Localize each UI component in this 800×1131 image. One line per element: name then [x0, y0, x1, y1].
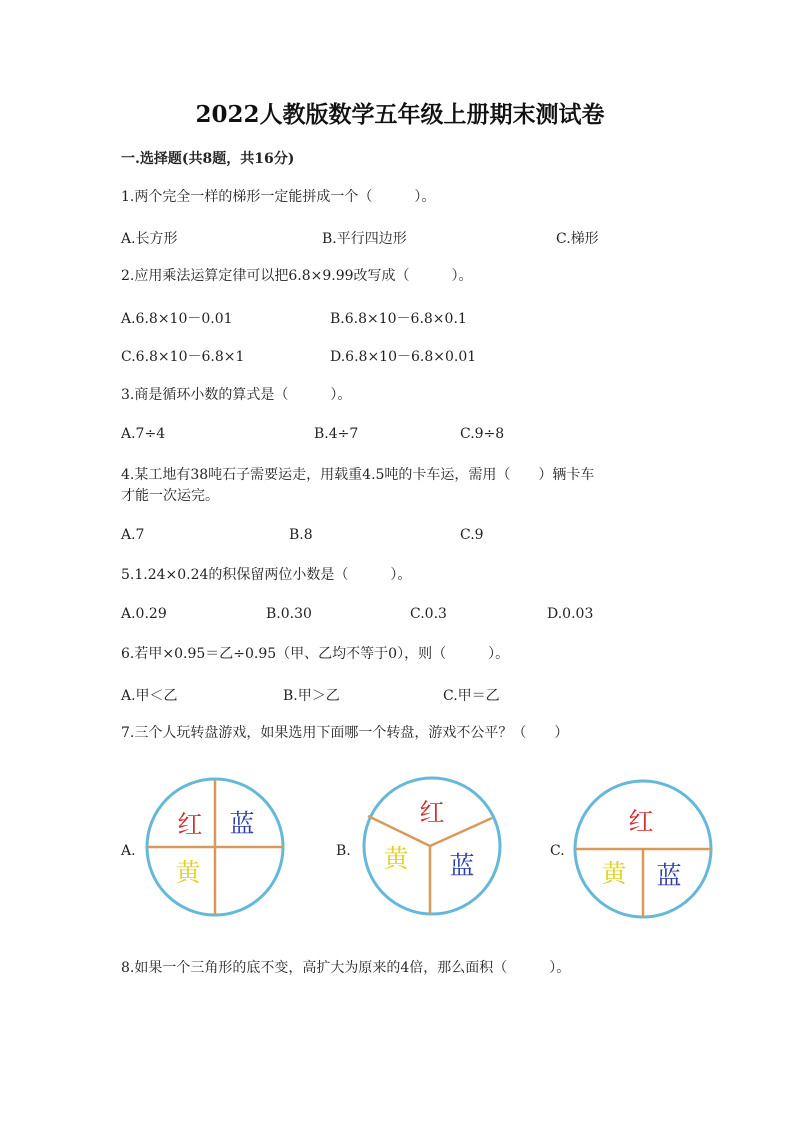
spinner-b-yellow: 黄 — [383, 844, 409, 873]
q1-option-a[interactable]: A.长方形 — [121, 231, 178, 247]
q4-option-c[interactable]: C.9 — [460, 527, 484, 543]
q5-option-d[interactable]: D.0.03 — [547, 606, 594, 622]
q2-option-a[interactable]: A.6.8×10－0.01 — [121, 311, 233, 327]
question-3: 3.商是循环小数的算式是（ ）。 — [121, 387, 352, 403]
spinner-a-blue: 蓝 — [229, 809, 255, 838]
wheel-c-label[interactable]: C. — [550, 843, 565, 859]
q2-option-b[interactable]: B.6.8×10－6.8×0.1 — [330, 311, 467, 327]
section-heading: 一.选择题(共8题，共16分) — [121, 151, 295, 167]
q1-option-b[interactable]: B.平行四边形 — [322, 231, 407, 247]
q3-option-b[interactable]: B.4÷7 — [314, 426, 359, 442]
q6-option-a[interactable]: A.甲＜乙 — [121, 688, 178, 704]
wheel-b-label[interactable]: B. — [336, 843, 351, 859]
question-7: 7.三个人玩转盘游戏，如果选用下面哪一个转盘，游戏不公平？（ ） — [121, 725, 569, 741]
spinner-a-yellow: 黄 — [175, 858, 201, 887]
question-1: 1.两个完全一样的梯形一定能拼成一个（ ）。 — [121, 189, 436, 205]
page-title: 2022人教版数学五年级上册期末测试卷 — [195, 101, 605, 128]
question-6: 6.若甲×0.95＝乙÷0.95（甲、乙均不等于0），则（ ）。 — [121, 646, 510, 662]
question-4-line-2: 才能一次运完。 — [121, 488, 219, 504]
q5-option-c[interactable]: C.0.3 — [410, 606, 447, 622]
spinner-c-red: 红 — [628, 807, 654, 836]
question-2: 2.应用乘法运算定律可以把6.8×9.99改写成（ ）。 — [121, 268, 473, 284]
question-4-line-1: 4.某工地有38吨石子需要运走，用载重4.5吨的卡车运，需用（ ）辆卡车 — [121, 467, 595, 483]
q3-option-a[interactable]: A.7÷4 — [121, 426, 166, 442]
q2-option-c[interactable]: C.6.8×10－6.8×1 — [121, 349, 245, 365]
spinner-a — [145, 777, 285, 917]
q1-option-c[interactable]: C.梯形 — [556, 231, 599, 247]
spinner-b-blue: 蓝 — [449, 851, 475, 880]
spinner-b-red: 红 — [419, 798, 445, 827]
spinner-c-yellow: 黄 — [601, 859, 627, 888]
q6-option-c[interactable]: C.甲＝乙 — [443, 688, 500, 704]
question-5: 5.1.24×0.24的积保留两位小数是（ ）。 — [121, 567, 412, 583]
spinner-b — [362, 776, 502, 916]
q5-option-a[interactable]: A.0.29 — [121, 606, 167, 622]
spinner-c-blue: 蓝 — [656, 861, 682, 890]
q3-option-c[interactable]: C.9÷8 — [460, 426, 505, 442]
wheel-a-label[interactable]: A. — [121, 843, 136, 859]
q2-option-d[interactable]: D.6.8×10－6.8×0.01 — [330, 349, 477, 365]
q4-option-a[interactable]: A.7 — [121, 527, 145, 543]
q4-option-b[interactable]: B.8 — [289, 527, 313, 543]
q5-option-b[interactable]: B.0.30 — [266, 606, 312, 622]
spinner-a-red: 红 — [177, 810, 203, 839]
spinner-c — [573, 779, 713, 919]
question-8: 8.如果一个三角形的底不变，高扩大为原来的4倍，那么面积（ ）。 — [121, 960, 571, 976]
q6-option-b[interactable]: B.甲＞乙 — [283, 688, 340, 704]
